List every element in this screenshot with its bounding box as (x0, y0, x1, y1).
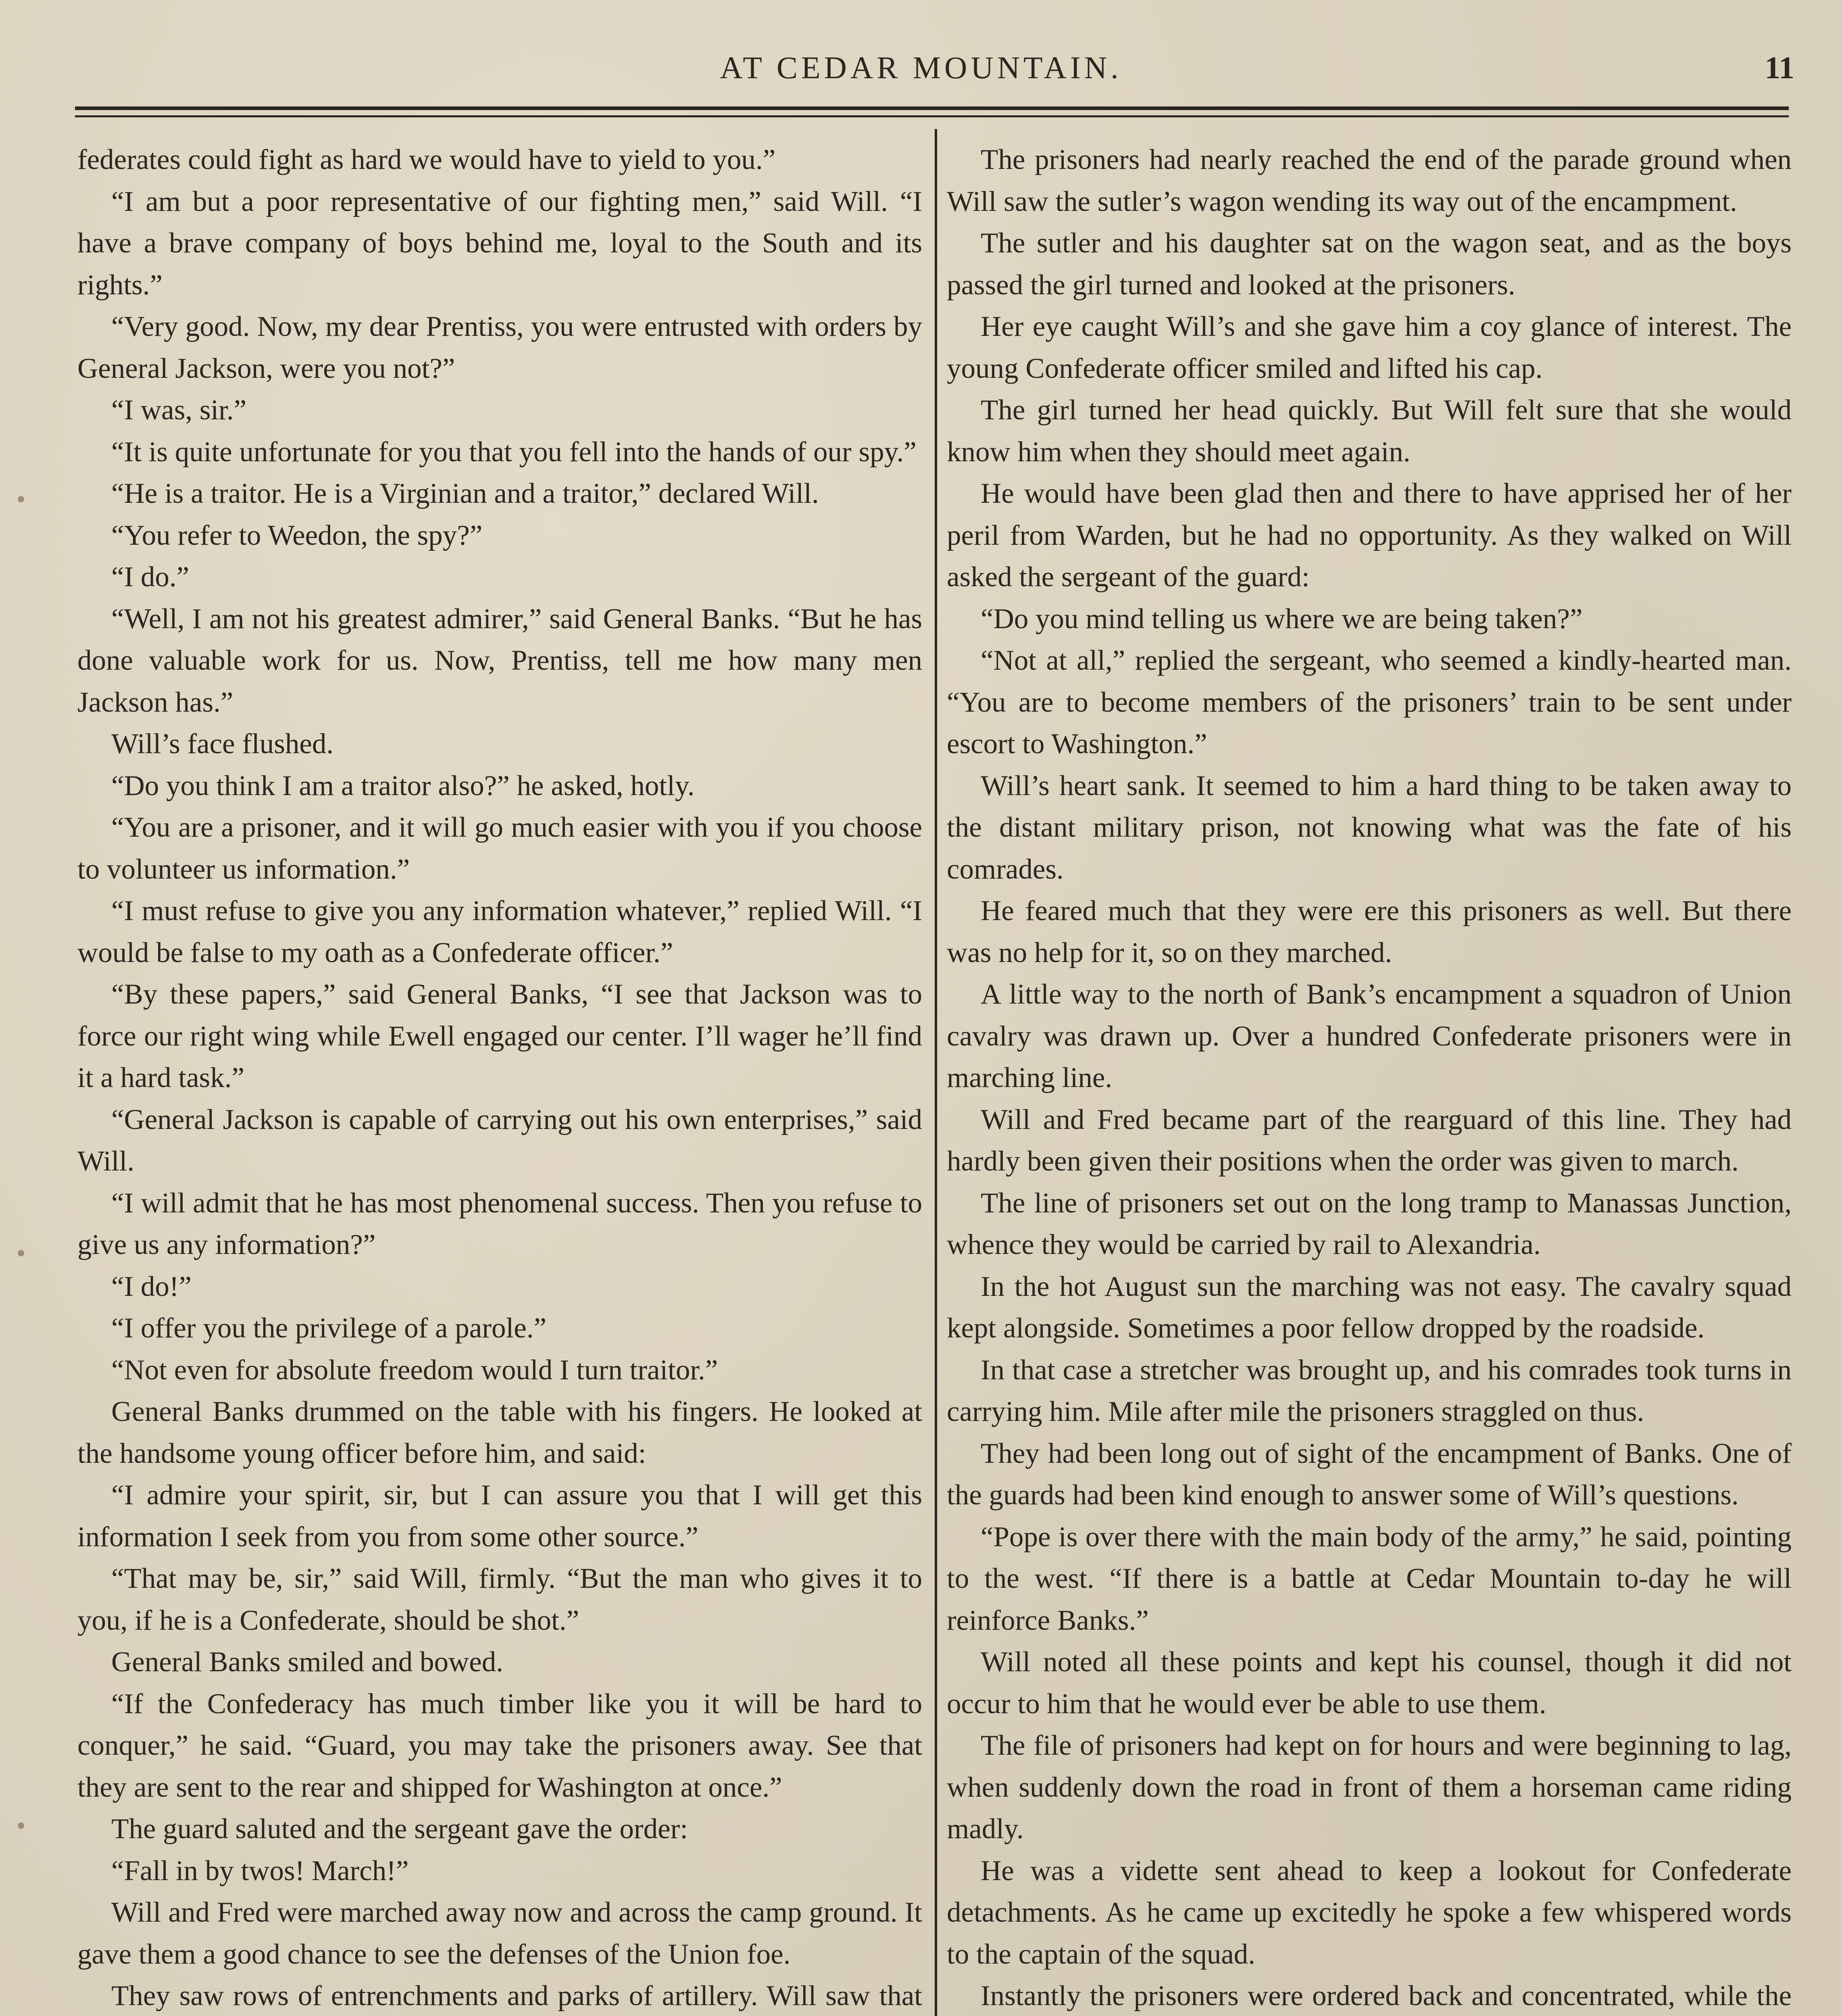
paragraph: They saw rows of entrenchments and parks of artillery. Will saw that (111, 1980, 922, 2012)
paragraph: Will’s heart sank. It seemed to him a hard thing to be taken away to the distant military prison, not knowing what was the fate of his comrades. (947, 770, 1792, 885)
paragraph: The prisoners had nearly reached the end of the parade ground when Will saw the sutler’s wagon wending its way out of the encampment. (947, 144, 1792, 217)
page-number: 11 (1765, 50, 1794, 85)
paragraph: The sutler and his daughter sat on the wagon seat, and as the boys passed the girl turned and looked at the prisoners. (947, 227, 1792, 301)
paragraph: “I do!” (111, 1270, 192, 1302)
paragraph: “I do.” (111, 561, 190, 593)
paragraph: “Do you think I am a traitor also?” he asked, hotly. (111, 770, 695, 802)
paragraph: “Pope is over there with the main body of the army,” he said, pointing to the west. “If there is a battle at Cedar Mountain to-day he will reinforce Banks.” (947, 1521, 1792, 1636)
paragraph: “By these papers,” said General Banks, “I see that Jackson was to force our right wing while Ewell engaged our center. I’ll wager he’ll find it a hard task.” (77, 979, 922, 1093)
paragraph: In the hot August sun the marching was not easy. The cavalry squad kept alongside. Sometimes a poor fellow dropped by the roadside. (947, 1270, 1792, 1344)
paragraph: In that case a stretcher was brought up, and his comrades took turns in carrying him. Mile after mile the prisoners straggled on thus. (947, 1354, 1792, 1427)
paragraph: Will and Fred became part of the rearguard of this line. They had hardly been given their positions when the order was given to march. (947, 1104, 1792, 1177)
header-rule-thick (75, 106, 1789, 110)
paragraph: General Banks smiled and bowed. (111, 1646, 504, 1678)
paragraph: A little way to the north of Bank’s encampment a squadron of Union cavalry was drawn up. Over a hundred Confederate prisoners were in marching line. (947, 979, 1792, 1093)
paragraph: They had been long out of sight of the encampment of Banks. One of the guards had been kind enough to answer some of Will’s questions. (947, 1437, 1792, 1511)
binding-hole (18, 1250, 24, 1256)
paragraph: “I was, sir.” (111, 394, 247, 426)
left-column (77, 139, 922, 2016)
binding-hole (18, 1822, 24, 1829)
paragraph: “Well, I am not his greatest admirer,” said General Banks. “But he has done valuable work for us. Now, Prentiss, tell me how many men Jackson has.” (77, 603, 922, 718)
paragraph: “Not at all,” replied the sergeant, who seemed a kindly-hearted man. “You are to become members of the prisoners’ train to be sent under escort to Washington.” (947, 645, 1792, 760)
paragraph: The girl turned her head quickly. But Will felt sure that she would know him when they should meet again. (947, 394, 1792, 468)
column-divider (935, 129, 937, 2016)
paragraph: He would have been glad then and there to have apprised her of her peril from Warden, but he had no opportunity. As they walked on Will asked the sergeant of the guard: (947, 478, 1792, 593)
paragraph: “That may be, sir,” said Will, firmly. “But the man who gives it to you, if he is a Confederate, should be shot.” (77, 1563, 922, 1636)
paragraph: “Very good. Now, my dear Prentiss, you were entrusted with orders by General Jackson, were you not?” (77, 311, 922, 384)
paragraph: “He is a traitor. He is a Virginian and a traitor,” declared Will. (111, 478, 819, 509)
paragraph: federates could fight as hard we would have to yield to you.” (77, 144, 776, 175)
paragraph: “General Jackson is capable of carrying out his own enterprises,” said Will. (77, 1104, 922, 1177)
binding-hole (18, 496, 24, 502)
paragraph: Will and Fred were marched away now and across the camp ground. It gave them a good chance to see the defenses of the Union foe. (77, 1897, 922, 1970)
paragraph: General Banks drummed on the table with his fingers. He looked at the handsome young officer before him, and said: (77, 1396, 922, 1469)
paragraph: “I admire your spirit, sir, but I can assure you that I will get this information I seek from you from some other source.” (77, 1479, 922, 1553)
paragraph: “You refer to Weedon, the spy?” (111, 519, 483, 551)
paragraph: The guard saluted and the sergeant gave the order: (111, 1813, 688, 1845)
header-rule-thin (75, 115, 1789, 117)
paragraph: “I will admit that he has most phenomenal success. Then you refuse to give us any information?” (77, 1187, 922, 1260)
right-column (947, 139, 1792, 2016)
paragraph: Her eye caught Will’s and she gave him a coy glance of interest. The young Confederate officer smiled and lifted his cap. (947, 311, 1792, 384)
paragraph: “Fall in by twos! March!” (111, 1855, 409, 1887)
paragraph: Will’s face flushed. (111, 728, 334, 760)
paragraph: The file of prisoners had kept on for hours and were beginning to lag, when suddenly down the road in front of them a horseman came riding madly. (947, 1730, 1792, 1845)
running-header-title: AT CEDAR MOUNTAIN. (720, 50, 1122, 85)
paragraph: “Not even for absolute freedom would I turn traitor.” (111, 1354, 718, 1386)
paragraph: “It is quite unfortunate for you that you fell into the hands of our spy.” (111, 436, 917, 468)
paragraph: “I offer you the privilege of a parole.” (111, 1312, 546, 1344)
paragraph: “I am but a poor representative of our fighting men,” said Will. “I have a brave company of boys behind me, loyal to the South and its rights.” (77, 185, 922, 301)
paragraph: “You are a prisoner, and it will go much easier with you if you choose to volunteer us information.” (77, 812, 922, 885)
paragraph: He was a vidette sent ahead to keep a lookout for Confederate detachments. As he came up excitedly he spoke a few whispered words to the captain of the squad. (947, 1855, 1792, 1970)
paragraph: The line of prisoners set out on the long tramp to Manassas Junction, whence they would be carried by rail to Alexandria. (947, 1187, 1792, 1260)
paragraph: “I must refuse to give you any information whatever,” replied Will. “I would be false to my oath as a Confederate officer.” (77, 895, 922, 968)
paragraph: He feared much that they were ere this prisoners as well. But there was no help for it, so on they marched. (947, 895, 1792, 968)
paragraph: “Do you mind telling us where we are being taken?” (981, 603, 1583, 635)
paragraph: Will noted all these points and kept his counsel, though it did not occur to him that he would ever be able to use them. (947, 1646, 1792, 1720)
paragraph: “If the Confederacy has much timber like you it will be hard to conquer,” he said. “Guard, you may take the prisoners away. See that they are sent to the rear and shipped for Washington at once.” (77, 1688, 922, 1803)
paragraph: Instantly the prisoners were ordered back and concentrated, while the (981, 1980, 1792, 2012)
